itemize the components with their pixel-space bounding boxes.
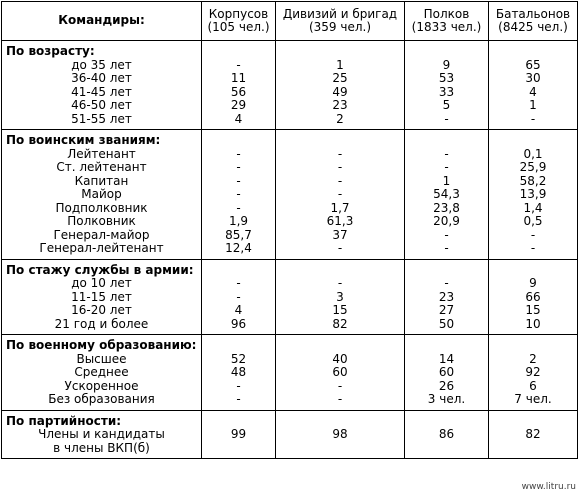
cell-value: 1 bbox=[442, 173, 451, 188]
cell-value: 56 bbox=[230, 84, 247, 99]
row-label: Лейтенант bbox=[67, 146, 136, 161]
cell-value: 1,7 bbox=[330, 200, 350, 215]
cell-value bbox=[405, 442, 488, 456]
header-regiments bbox=[405, 2, 489, 41]
cell-value: 15 bbox=[525, 303, 541, 317]
cell-value: - bbox=[337, 160, 343, 174]
cell-value: 37 bbox=[332, 227, 348, 242]
cell-value: 96 bbox=[230, 316, 247, 331]
section-title: По воинским званиям: bbox=[6, 133, 161, 147]
cell-value: 13,9 bbox=[519, 187, 547, 201]
row-label: Генерал-лейтенант bbox=[39, 241, 164, 255]
cell-value: 20,9 bbox=[433, 214, 460, 228]
header-battalions-title: Батальонов bbox=[495, 6, 571, 21]
cell-value: 25 bbox=[332, 71, 348, 85]
cell-value: 5 bbox=[442, 98, 451, 112]
cell-value: 98 bbox=[332, 427, 348, 441]
section-labels bbox=[2, 41, 202, 130]
row-label: Подполковник bbox=[55, 200, 148, 215]
section-labels bbox=[2, 259, 202, 335]
cell-value bbox=[276, 442, 404, 456]
cell-value: 85,7 bbox=[225, 227, 252, 242]
cell-value: 4 bbox=[234, 111, 243, 126]
cell-value: 3 bbox=[336, 289, 344, 304]
values-corps bbox=[202, 335, 276, 411]
row-label: до 10 лет bbox=[71, 276, 132, 290]
section-labels bbox=[2, 130, 202, 260]
cell-value: 60 bbox=[438, 365, 455, 379]
cell-value: - bbox=[236, 200, 241, 215]
section-labels bbox=[2, 410, 202, 459]
section-row bbox=[2, 130, 578, 260]
row-label: 36-40 лет bbox=[71, 71, 132, 85]
cell-value: 48 bbox=[230, 365, 247, 379]
cell-value: 92 bbox=[525, 365, 541, 379]
cell-value: 50 bbox=[438, 316, 455, 331]
cell-value: 1 bbox=[336, 57, 344, 72]
cell-value: - bbox=[530, 227, 536, 242]
values-battalions bbox=[489, 41, 578, 130]
watermark: www.litru.ru bbox=[521, 482, 576, 492]
cell-value: 3 чел. bbox=[427, 392, 466, 406]
row-label: Члены и кандидаты bbox=[38, 427, 165, 441]
cell-value: 26 bbox=[438, 378, 455, 393]
values-corps bbox=[202, 259, 276, 335]
row-label: 51-55 лет bbox=[71, 111, 132, 126]
values-battalions bbox=[489, 130, 578, 260]
cell-value: - bbox=[337, 146, 343, 161]
section-row bbox=[2, 259, 578, 335]
cell-value: 82 bbox=[525, 427, 541, 441]
values-battalions bbox=[489, 335, 578, 411]
values-divisions bbox=[276, 259, 405, 335]
cell-value: - bbox=[444, 111, 449, 126]
cell-value: 65 bbox=[525, 57, 541, 72]
cell-value: 54,3 bbox=[433, 187, 460, 201]
values-divisions bbox=[276, 410, 405, 459]
values-regiments bbox=[405, 259, 489, 335]
cell-value: 12,4 bbox=[225, 241, 252, 255]
row-label: Ускоренное bbox=[64, 378, 139, 393]
cell-value: - bbox=[236, 276, 241, 290]
cell-value: - bbox=[444, 241, 449, 255]
cell-value: 0,1 bbox=[523, 146, 543, 161]
cell-value bbox=[202, 442, 275, 456]
values-divisions bbox=[276, 130, 405, 260]
header-corps-count: (105 чел.) bbox=[207, 20, 270, 34]
row-label: 46-50 лет bbox=[71, 98, 132, 112]
row-label: Среднее bbox=[74, 365, 129, 379]
cell-value: - bbox=[236, 57, 241, 72]
values-regiments bbox=[405, 130, 489, 260]
cell-value: 99 bbox=[230, 427, 247, 441]
section-row bbox=[2, 335, 578, 411]
cell-value: 23 bbox=[438, 289, 455, 304]
section-row bbox=[2, 410, 578, 459]
values-battalions bbox=[489, 259, 578, 335]
cell-value: - bbox=[337, 187, 343, 201]
cell-value: 10 bbox=[525, 316, 541, 331]
cell-value: 6 bbox=[529, 378, 537, 393]
section-title: По возрасту: bbox=[6, 44, 95, 58]
cell-value: 2 bbox=[336, 111, 344, 126]
section-labels bbox=[2, 335, 202, 411]
cell-value bbox=[489, 442, 577, 456]
cell-value: - bbox=[337, 392, 343, 406]
cell-value: 40 bbox=[332, 351, 348, 366]
cell-value: 9 bbox=[442, 57, 451, 72]
section-row bbox=[2, 41, 578, 130]
header-divisions-title: Дивизий и бригад bbox=[282, 6, 398, 21]
header-commanders: Командиры: bbox=[2, 2, 202, 41]
row-label: Ст. лейтенант bbox=[56, 160, 147, 174]
cell-value: 82 bbox=[332, 316, 348, 331]
cell-value: 4 bbox=[529, 84, 537, 99]
cell-value: 7 чел. bbox=[514, 392, 552, 406]
cell-value: - bbox=[236, 160, 241, 174]
cell-value: - bbox=[444, 160, 449, 174]
cell-value: 52 bbox=[230, 351, 247, 366]
row-label: Полковник bbox=[67, 214, 136, 228]
cell-value: 66 bbox=[525, 289, 541, 304]
row-label: Высшее bbox=[76, 351, 127, 366]
header-regiments-count: (1833 чел.) bbox=[411, 20, 482, 34]
row-label: Без образования bbox=[48, 392, 155, 406]
cell-value: 9 bbox=[529, 276, 537, 290]
cell-value: 23,8 bbox=[433, 200, 460, 215]
row-label: 41-45 лет bbox=[71, 84, 132, 99]
row-label: Майор bbox=[81, 187, 122, 201]
cell-value: - bbox=[236, 187, 241, 201]
values-divisions bbox=[276, 335, 405, 411]
row-label: в члены ВКП(б) bbox=[53, 440, 150, 455]
row-label: 16-20 лет bbox=[71, 303, 132, 317]
cell-value: - bbox=[337, 276, 343, 290]
cell-value: 30 bbox=[525, 71, 541, 85]
header-divisions-count: (359 чел.) bbox=[308, 20, 372, 34]
header-battalions-count: (8425 чел.) bbox=[498, 20, 568, 34]
header-corps bbox=[202, 2, 276, 41]
row-label: 11-15 лет bbox=[71, 289, 132, 304]
section-title: По военному образованию: bbox=[6, 338, 197, 352]
cell-value: - bbox=[337, 378, 343, 393]
cell-value: 61,3 bbox=[326, 214, 354, 228]
cell-value: 0,5 bbox=[523, 214, 543, 228]
cell-value: 4 bbox=[234, 303, 243, 317]
values-corps bbox=[202, 130, 276, 260]
values-corps bbox=[202, 41, 276, 130]
cell-value: - bbox=[236, 289, 241, 304]
row-label: Капитан bbox=[74, 173, 129, 188]
cell-value: - bbox=[337, 173, 343, 188]
cell-value: 33 bbox=[438, 84, 455, 99]
cell-value: - bbox=[236, 378, 241, 393]
cell-value: 25,9 bbox=[519, 160, 547, 174]
section-title: По стажу службы в армии: bbox=[6, 262, 194, 277]
cell-value: - bbox=[236, 173, 241, 188]
row-label: до 35 лет bbox=[71, 57, 132, 72]
header-row bbox=[2, 2, 578, 41]
values-corps bbox=[202, 410, 276, 459]
cell-value: 29 bbox=[230, 98, 247, 112]
cell-value: 58,2 bbox=[519, 173, 547, 188]
cell-value: 1,4 bbox=[523, 200, 543, 215]
cell-value: 1,9 bbox=[228, 214, 249, 228]
cell-value: 53 bbox=[438, 71, 455, 85]
cell-value: - bbox=[444, 227, 449, 242]
cell-value: - bbox=[236, 392, 241, 406]
values-regiments bbox=[405, 335, 489, 411]
cell-value: 86 bbox=[438, 427, 455, 441]
cell-value: 27 bbox=[438, 303, 455, 317]
cell-value: - bbox=[337, 241, 343, 255]
cell-value: - bbox=[530, 111, 536, 126]
row-label: 21 год и более bbox=[54, 316, 149, 331]
values-regiments bbox=[405, 41, 489, 130]
cell-value: 15 bbox=[332, 303, 348, 317]
cell-value: 11 bbox=[230, 71, 247, 85]
cell-value: 60 bbox=[332, 365, 348, 379]
values-battalions bbox=[489, 410, 578, 459]
cell-value: 23 bbox=[332, 98, 348, 112]
values-regiments bbox=[405, 410, 489, 459]
header-regiments-title: Полков bbox=[423, 6, 470, 21]
cell-value: 49 bbox=[332, 84, 348, 99]
section-title: По партийности: bbox=[6, 413, 122, 428]
cell-value: 14 bbox=[438, 351, 455, 366]
cell-value: 2 bbox=[529, 351, 537, 366]
cell-value: - bbox=[444, 276, 449, 290]
header-battalions bbox=[489, 2, 578, 41]
values-divisions bbox=[276, 41, 405, 130]
cell-value: - bbox=[530, 241, 536, 255]
header-corps-title: Корпусов bbox=[208, 6, 269, 21]
cell-value: - bbox=[236, 146, 241, 161]
row-label: Генерал-майор bbox=[53, 227, 150, 242]
cell-value: 1 bbox=[529, 98, 537, 112]
commanders-table bbox=[1, 1, 578, 459]
cell-value: - bbox=[444, 146, 449, 161]
header-divisions bbox=[276, 2, 405, 41]
